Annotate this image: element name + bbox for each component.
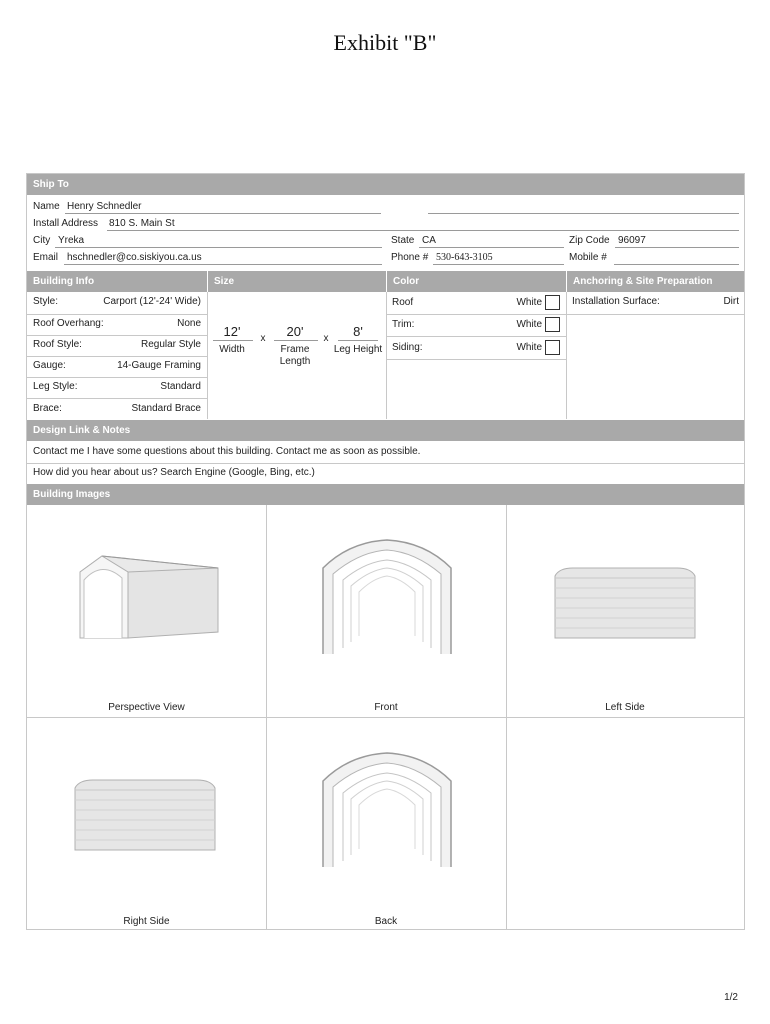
color-roof-value: White — [516, 297, 542, 308]
phone-underline — [433, 264, 564, 265]
page-number: 1/2 — [724, 992, 738, 1003]
roof-overhang-value: None — [177, 318, 201, 329]
length-value: 20' — [286, 324, 304, 339]
name-value: Henry Schnedler — [67, 201, 142, 212]
back-view-image — [319, 751, 455, 874]
phone-value: 530-643-3105 — [436, 252, 493, 263]
row-divider — [566, 314, 744, 315]
building-info-header: Building Info — [27, 271, 207, 292]
anchoring-header: Anchoring & Site Preparation — [566, 271, 744, 292]
siding-checkbox[interactable] — [545, 340, 560, 355]
color-roof-label: Roof — [392, 297, 414, 308]
name-label: Name — [33, 201, 60, 212]
email-underline — [64, 264, 382, 265]
length-rule — [274, 340, 318, 341]
gauge-value: 14-Gauge Framing — [117, 360, 201, 371]
state-label: State — [391, 235, 415, 246]
style-value: Carport (12'-24' Wide) — [103, 296, 201, 307]
phone-label: Phone # — [391, 252, 429, 263]
height-label: Leg Height — [333, 344, 383, 355]
roof-checkbox[interactable] — [545, 295, 560, 310]
front-view-image — [319, 538, 455, 661]
row-divider — [27, 335, 207, 336]
gauge-label: Gauge: — [33, 360, 66, 371]
perspective-view-caption: Perspective View — [108, 702, 185, 713]
size-header: Size — [207, 271, 386, 292]
front-view-caption: Front — [374, 702, 398, 713]
length-label-1: Frame — [280, 344, 310, 355]
width-rule — [213, 340, 253, 341]
state-underline — [419, 247, 564, 248]
times-symbol: x — [323, 333, 329, 344]
mobile-label: Mobile # — [569, 252, 607, 263]
color-trim-label: Trim: — [392, 319, 415, 330]
address-value: 810 S. Main St — [109, 218, 175, 229]
back-view-caption: Back — [374, 916, 398, 927]
installation-surface-value: Dirt — [723, 296, 739, 307]
brace-value: Standard Brace — [131, 403, 201, 414]
zip-value: 96097 — [618, 235, 646, 246]
leg-style-value: Standard — [160, 381, 201, 392]
width-value: 12' — [223, 324, 241, 339]
ship-to-header: Ship To — [27, 174, 744, 195]
city-label: City — [33, 235, 51, 246]
color-siding-value: White — [516, 342, 542, 353]
color-header: Color — [386, 271, 566, 292]
address-underline — [107, 230, 739, 231]
trim-checkbox[interactable] — [545, 317, 560, 332]
times-symbol: x — [260, 333, 266, 344]
perspective-view-image — [72, 552, 222, 647]
row-divider — [27, 377, 207, 378]
address-label: Install Address — [33, 218, 99, 229]
design-notes-header: Design Link & Notes — [27, 420, 744, 441]
leg-style-label: Leg Style: — [33, 381, 78, 392]
right-side-caption: Right Side — [123, 916, 170, 927]
city-underline — [55, 247, 382, 248]
roof-style-label: Roof Style: — [33, 339, 82, 350]
row-divider — [27, 398, 207, 399]
exhibit-title: Exhibit "B" — [333, 30, 437, 55]
row-divider — [386, 314, 566, 315]
mobile-underline — [614, 264, 739, 265]
row-divider — [386, 359, 566, 360]
row-divider — [386, 336, 566, 337]
style-label: Style: — [33, 296, 59, 307]
color-trim-value: White — [516, 319, 542, 330]
height-rule — [338, 340, 378, 341]
length-label-2: Length — [279, 356, 311, 367]
city-value: Yreka — [58, 235, 85, 246]
brace-label: Brace: — [33, 403, 62, 414]
row-divider — [27, 463, 744, 464]
roof-overhang-label: Roof Overhang: — [33, 318, 104, 329]
left-side-caption: Left Side — [605, 702, 645, 713]
building-images-header: Building Images — [27, 484, 744, 505]
zip-underline — [615, 247, 739, 248]
width-label: Width — [219, 344, 245, 355]
email-value: hschnedler@co.siskiyou.ca.us — [67, 252, 202, 263]
row-divider — [27, 356, 207, 357]
height-value: 8' — [353, 324, 363, 339]
color-siding-label: Siding: — [392, 342, 423, 353]
name-underline — [65, 213, 381, 214]
order-form — [26, 173, 745, 930]
row-divider — [27, 314, 207, 315]
state-value: CA — [422, 235, 436, 246]
zip-label: Zip Code — [569, 235, 610, 246]
left-side-image — [553, 566, 697, 645]
image-grid-divider — [27, 717, 744, 718]
installation-surface-label: Installation Surface: — [572, 296, 660, 307]
email-label: Email — [33, 252, 59, 263]
column-divider — [566, 292, 567, 419]
design-note-1: Contact me I have some questions about this building. Contact me as soon as possible. — [33, 446, 421, 457]
blank-underline — [428, 213, 739, 214]
roof-style-value: Regular Style — [140, 339, 201, 350]
right-side-image — [73, 778, 217, 857]
design-note-2: How did you hear about us? Search Engine (Google, Bing, etc.) — [33, 467, 315, 478]
